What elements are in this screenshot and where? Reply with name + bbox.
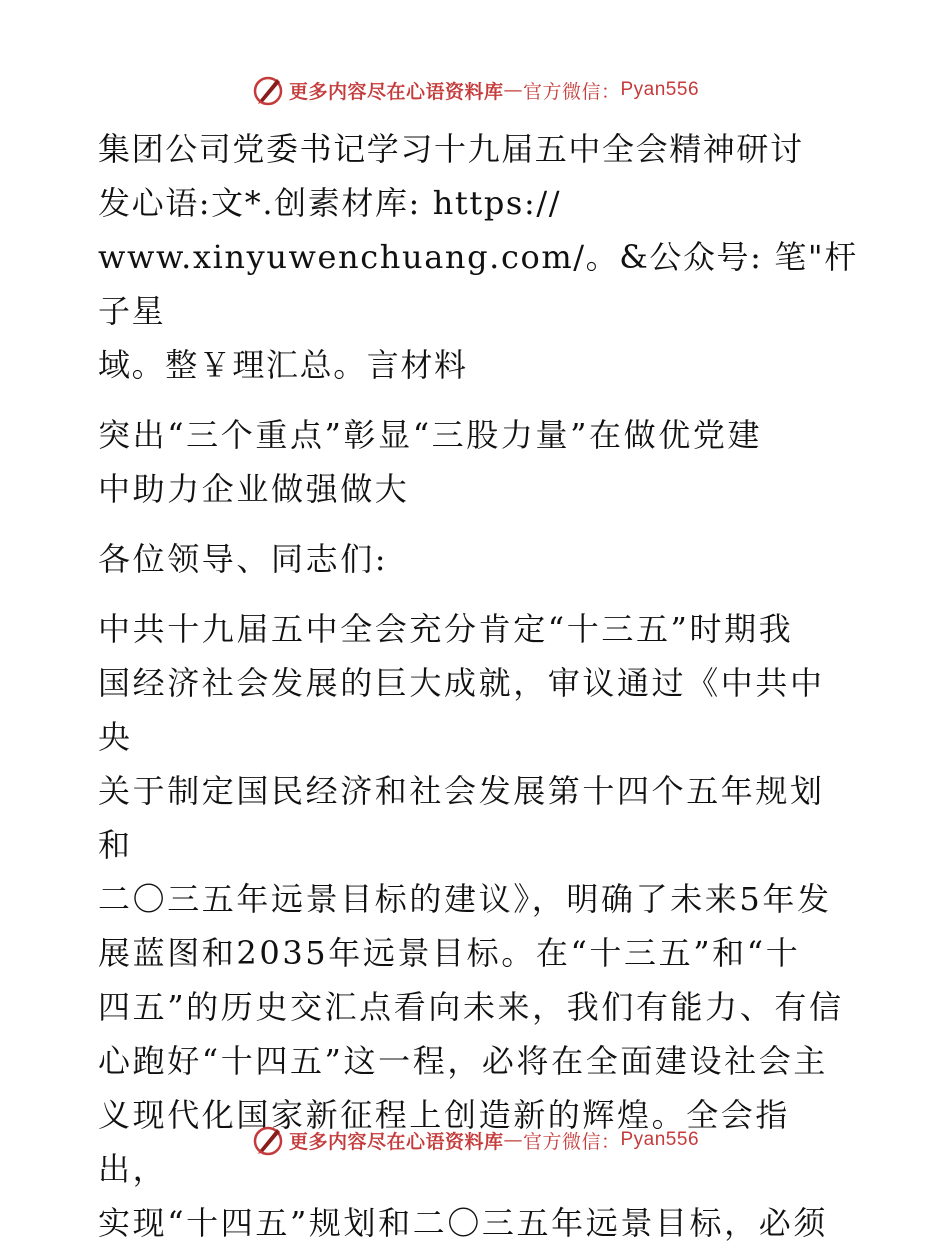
salutation-text: 各位领导、同志们: bbox=[98, 540, 389, 578]
body-line: 心跑好“十四五”这一程，必将在全面建设社会主 bbox=[98, 1042, 828, 1080]
body-line: 四五”的历史交汇点看向未来，我们有能力、有信 bbox=[98, 988, 844, 1026]
watermark-main-text: 更多内容尽在心语资料库 bbox=[288, 1130, 504, 1153]
watermark-wechat-id: Pyan556 bbox=[620, 1129, 700, 1150]
body-line: 关于制定国民经济和社会发展第十四个五年规划和 bbox=[98, 772, 825, 864]
watermark-dash: — bbox=[503, 1129, 523, 1151]
body-line: 义现代化国家新征程上创造新的辉煌。全会指出， bbox=[98, 1096, 791, 1188]
watermark-official-label: 官方微信： bbox=[522, 80, 621, 103]
speech-title bbox=[98, 408, 858, 516]
quill-pen-logo-icon bbox=[251, 73, 285, 107]
watermark-official-label: 官方微信： bbox=[522, 1130, 621, 1153]
body-line: 展蓝图和2035年远景目标。在“十三五”和“十 bbox=[98, 934, 801, 972]
watermark-dash: — bbox=[503, 79, 523, 101]
heading-line: 域。整￥理汇总。言材料 bbox=[98, 346, 468, 384]
watermark-main-text: 更多内容尽在心语资料库 bbox=[288, 80, 504, 103]
heading-line: www.xinyuwenchuang.com/。&公众号: 笔"杆子星 bbox=[98, 238, 858, 330]
body-line: 国经济社会发展的巨大成就，审议通过《中共中央 bbox=[98, 664, 825, 756]
heading-line: 集团公司党委书记学习十九届五中全会精神研讨 bbox=[98, 130, 804, 168]
quill-pen-logo-icon bbox=[251, 1123, 285, 1157]
title-line: 中助力企业做强做大 bbox=[98, 470, 410, 508]
body-line: 二〇三五年远景目标的建议》，明确了未来5年发 bbox=[98, 880, 832, 918]
heading-line: 发心语:文*.创素材库: https:// bbox=[98, 184, 562, 222]
footer-watermark bbox=[0, 1120, 950, 1160]
header-watermark bbox=[0, 70, 950, 110]
body-line: 实现“十四五”规划和二〇三五年远景目标，必须 bbox=[98, 1204, 828, 1242]
body-line: 中共十九届五中全会充分肯定“十三五”时期我 bbox=[98, 610, 794, 648]
salutation bbox=[98, 532, 858, 586]
watermark-wechat-id: Pyan556 bbox=[620, 79, 700, 100]
document-heading bbox=[98, 122, 858, 392]
title-line: 突出“三个重点”彰显“三股力量”在做优党建 bbox=[98, 416, 763, 454]
document-body bbox=[98, 122, 858, 1250]
